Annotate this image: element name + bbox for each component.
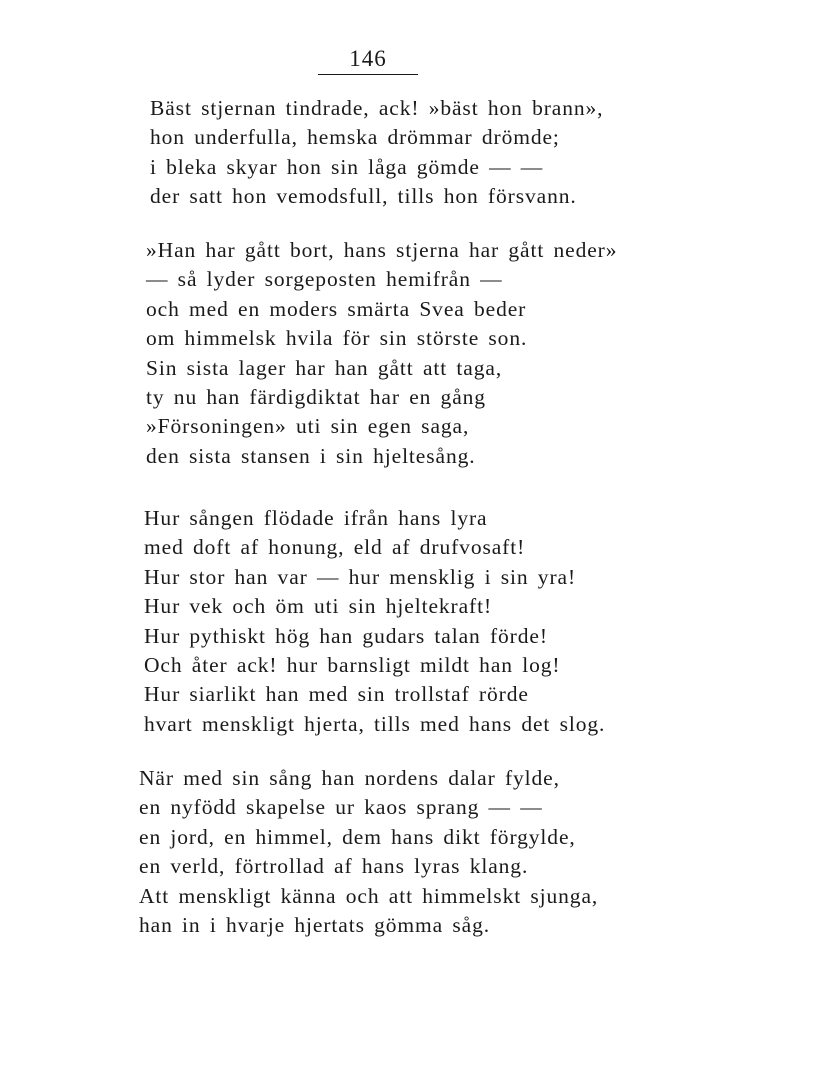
stanza-2 <box>146 236 617 471</box>
verse-line: Hur siarlikt han med sin trollstaf rörde <box>144 682 529 707</box>
verse-line: När med sin sång han nordens dalar fylde, <box>139 766 560 790</box>
verse-line: Hur sången flödade ifrån hans lyra <box>144 506 488 530</box>
verse-line: »Han har gått bort, hans stjerna har gått neder» <box>146 238 618 262</box>
verse-line: der satt hon vemodsfull, tills hon försvann. <box>150 184 577 209</box>
page-number: 146 <box>349 46 387 71</box>
verse-line: om himmelsk hvila för sin störste son. <box>146 326 528 351</box>
verse-line: hon underfulla, hemska drömmar drömde; <box>150 125 560 150</box>
stanza-3 <box>144 504 605 739</box>
verse-line: ty nu han färdigdiktat har en gång <box>146 385 486 410</box>
verse-line: Hur stor han var — hur mensklig i sin yra! <box>144 564 577 589</box>
page-number-rule <box>318 74 418 75</box>
stanza-4 <box>139 764 598 940</box>
verse-line: hvart menskligt hjerta, tills med hans det slog. <box>144 711 606 736</box>
verse-line: Att menskligt känna och att himmelskt sjunga, <box>139 883 599 908</box>
verse-line: den sista stansen i sin hjeltesång. <box>146 443 476 468</box>
verse-line: — så lyder sorgeposten hemifrån — <box>146 267 503 292</box>
verse-line: och med en moders smärta Svea beder <box>146 296 527 321</box>
verse-line: Bäst stjernan tindrade, ack! »bäst hon brann», <box>150 96 604 120</box>
verse-line: en jord, en himmel, dem hans dikt förgylde, <box>139 824 576 849</box>
verse-line: Och åter ack! hur barnsligt mildt han log! <box>144 653 561 678</box>
stanza-1 <box>150 94 603 212</box>
verse-line: Hur pythiskt hög han gudars talan förde! <box>144 623 548 648</box>
verse-line: i bleka skyar hon sin låga gömde — — <box>150 154 544 179</box>
verse-line: »Försoningen» uti sin egen saga, <box>146 414 470 439</box>
verse-line: Sin sista lager har han gått att taga, <box>146 355 503 380</box>
verse-line: med doft af honung, eld af drufvosaft! <box>144 535 526 560</box>
verse-line: en verld, förtrollad af hans lyras klang. <box>139 854 529 879</box>
verse-line: en nyfödd skapelse ur kaos sprang — — <box>139 795 543 820</box>
verse-line: Hur vek och öm uti sin hjeltekraft! <box>144 594 493 619</box>
verse-line: han in i hvarje hjertats gömma såg. <box>139 913 491 938</box>
